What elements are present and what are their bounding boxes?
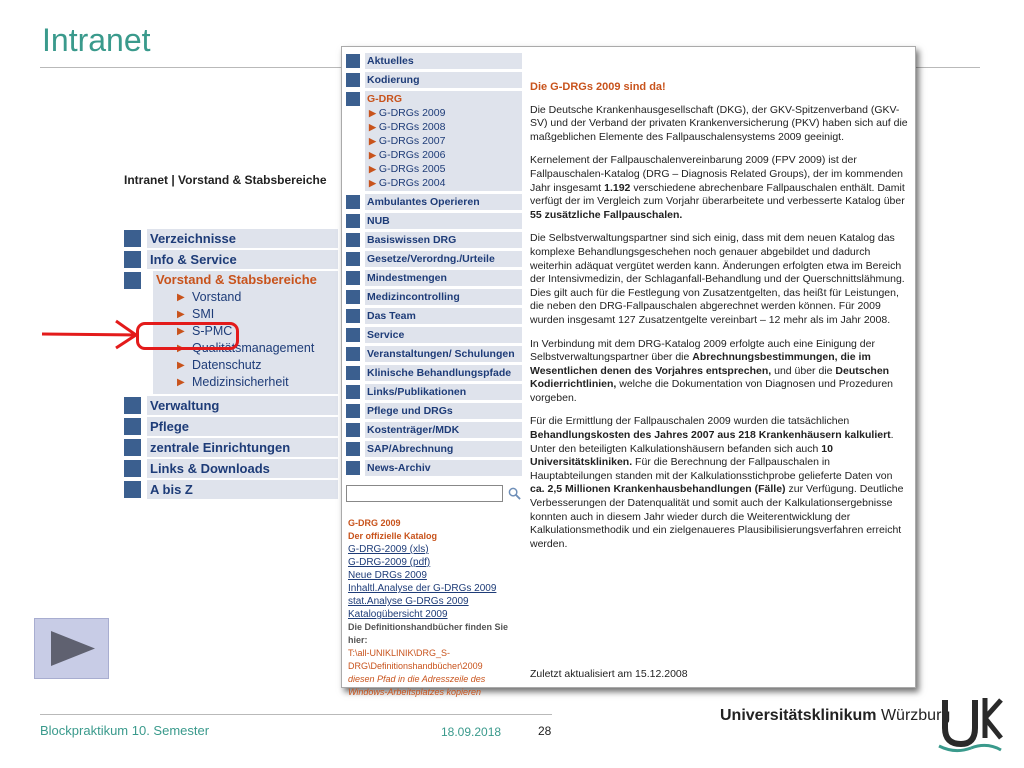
square-icon — [346, 423, 360, 437]
submenu-item-qualitaetsmanagement[interactable]: ▶ Qualitätsmanagement — [177, 341, 315, 355]
nav-item[interactable]: Veranstaltungen/ Schulungen — [346, 346, 522, 362]
link-gdrg-xls[interactable]: G-DRG-2009 (xls) — [348, 544, 429, 555]
link-inhaltl-analyse[interactable]: Inhaltl.Analyse der G-DRGs 2009 — [348, 583, 497, 594]
square-icon — [124, 481, 141, 498]
square-icon — [346, 404, 360, 418]
search-input[interactable] — [346, 485, 503, 502]
square-icon — [124, 397, 141, 414]
nav-item[interactable]: Gesetze/Verordng./Urteile — [346, 251, 522, 267]
menu-item-pflege[interactable]: Pflege — [124, 417, 338, 436]
article-paragraph-5: Für die Ermittlung der Fallpauschalen 2009 wurden die tatsächlichen Behandlungskosten des Jahres 2007 aus 218 Krankenhäusern kalkuliert. Unter den beteiligten Kalkulationshäusern befanden sich auch 10 Universitätskliniken. Für die Berechnung der Fallpauschalen in Hauptabteilungen standen mit der Kalkulationsstichprobe gelieferte Daten von ca. 2,5 Millionen Krankenhausbehandlungen (Fälle) zur Verfügung. Deutliche Verbesserungen der Datenqualität und somit auch der Kalkulationsergebnisse konnten auch in diesem Jahr wieder durch die Weiterentwicklung der Kalkulationsmethodik und ein zielgenaueres Plausibilisierungsverfahren erreicht werden. — [530, 415, 904, 550]
square-icon — [346, 233, 360, 247]
triangle-icon: ▶ — [369, 150, 376, 160]
nav-bottom-list — [346, 194, 522, 476]
triangle-icon: ▶ — [177, 360, 185, 371]
menu-item-a-bis-z[interactable]: A bis Z — [124, 480, 338, 499]
square-icon — [124, 439, 141, 456]
square-icon — [346, 366, 360, 380]
submenu-item-smi[interactable]: ▶ SMI — [177, 307, 215, 321]
article-paragraph-3: Die Selbstverwaltungspartner sind sich einig, dass mit dem neuen Katalog das komplexe Behandlungsgeschehen noch genauer abgebildet und dadurch weiterhin adäquat vergütet werden kann. Änderungen erfolgten etwa im Bereich der Intensivmedizin, der Schlaganfall-Behandlung und der Querschnittslähmung. Dies gilt auch für die Festlegung von Zusatzentgelten, das heißt für Leistungen, die neben den DRG-Fallpauschalen abgerechnet werden können. Für 2009 wurden insgesamt 127 Zusatzentgelte vereinbart – 12 mehr als im Jahr 2008. — [530, 232, 905, 326]
nav-item[interactable]: SAP/Abrechnung — [346, 441, 522, 457]
nav-item[interactable]: Ambulantes Operieren — [346, 194, 522, 210]
nav-item[interactable]: Mindestmengen — [346, 270, 522, 286]
search-icon[interactable] — [508, 487, 521, 500]
nav-item[interactable]: News-Archiv — [346, 460, 522, 476]
nav-group-gdrg — [346, 91, 522, 191]
square-icon — [346, 328, 360, 342]
handbook-instruction: diesen Pfad in die Adresszeile des Windows-Arbeitsplatzes kopieren — [348, 674, 486, 697]
triangle-icon: ▶ — [177, 377, 185, 388]
highlight-ring — [136, 322, 239, 350]
triangle-icon: ▶ — [369, 136, 376, 146]
square-icon — [346, 290, 360, 304]
triangle-icon: ▶ — [177, 326, 185, 337]
nav-item[interactable]: NUB — [346, 213, 522, 229]
link-kataloguebersicht[interactable]: Katalogübersicht 2009 — [348, 609, 448, 620]
nav-item[interactable]: Medizincontrolling — [346, 289, 522, 305]
menu-item-vorstand-stabsbereiche[interactable]: Vorstand & Stabsbereiche — [156, 272, 317, 287]
square-icon — [346, 347, 360, 361]
article-paragraph-2: Kernelement der Fallpauschalenvereinbarung 2009 (FPV 2009) ist der Fallpauschalen-Katalog (DRG – Diagnosis Related Groups), der im kommenden Jahr insgesamt 1.192 verschiedene abrechenbare Fallpauschalen enthält. Damit verfügt der im Vergleich zum Vorjahr überarbeitete und verbesserte Katalog über 55 zusätzliche Fallpauschalen. — [530, 154, 905, 221]
link-gdrg-pdf[interactable]: G-DRG-2009 (pdf) — [348, 557, 431, 568]
menu-item-verwaltung[interactable]: Verwaltung — [124, 396, 338, 415]
footer-divider — [40, 714, 552, 715]
triangle-icon: ▶ — [177, 343, 185, 354]
nav-item-kodierung[interactable]: Kodierung — [346, 72, 522, 88]
nav-item[interactable]: Klinische Behandlungspfade — [346, 365, 522, 381]
ukw-logo — [935, 694, 1005, 754]
handbook-path: T:\all-UNIKLINIK\DRG_S-DRG\Definitionshandbücher\2009 — [348, 648, 483, 671]
nav-item[interactable]: Kostenträger/MDK — [346, 422, 522, 438]
slide-title: Intranet — [42, 22, 151, 58]
nav-item-gdrg[interactable]: G-DRG — [367, 93, 402, 105]
nav-sub-gdrg-2004[interactable]: ▶ G-DRGs 2004 — [369, 177, 446, 189]
square-icon — [124, 251, 141, 268]
square-icon — [346, 214, 360, 228]
square-icon — [346, 385, 360, 399]
nav-sub-gdrg-2009[interactable]: ▶ G-DRGs 2009 — [369, 107, 446, 119]
menu-item-info-service[interactable]: Info & Service — [124, 250, 338, 269]
search-row — [346, 485, 521, 502]
article — [530, 81, 908, 561]
download-panel — [348, 517, 526, 699]
download-subheading: Der offizielle Katalog — [348, 531, 438, 541]
triangle-icon: ▶ — [177, 292, 185, 303]
square-icon — [346, 92, 360, 106]
embedded-screenshot — [341, 46, 916, 697]
menu-item-links-downloads[interactable]: Links & Downloads — [124, 459, 338, 478]
square-icon — [346, 309, 360, 323]
nav-item[interactable]: Service — [346, 327, 522, 343]
square-icon — [346, 252, 360, 266]
square-icon — [124, 272, 141, 289]
article-headline: Die G-DRGs 2009 sind da! — [530, 81, 666, 93]
triangle-icon: ▶ — [369, 178, 376, 188]
square-icon — [346, 271, 360, 285]
nav-sub-gdrg-2008[interactable]: ▶ G-DRGs 2008 — [369, 121, 446, 133]
intranet-menu — [124, 229, 338, 501]
play-icon — [35, 619, 108, 678]
nav-item[interactable]: Links/Publikationen — [346, 384, 522, 400]
square-icon — [124, 230, 141, 247]
article-paragraph-1: Die Deutsche Krankenhausgesellschaft (DKG), der GKV-Spitzenverband (GKV-SV) und der Verband der privaten Krankenversicherung (PKV) haben sich auf die maßgeblichen Elemente des Fallpauschalensystems 2009 geeinigt. — [530, 103, 908, 143]
submenu-item-medizinsicherheit[interactable]: ▶ Medizinsicherheit — [177, 375, 289, 389]
article-paragraph-4: In Verbindung mit dem DRG-Katalog 2009 erfolgte auch eine Einigung der Selbstverwaltungspartner über die Abrechnungsbestimmungen, die im Wesentlichen denen des Vorjahres entsprechen, und über die Deutschen Kodierrichtlinien, welche die Dokumentation von Diagnosen und Prozeduren vorgeben. — [530, 337, 894, 404]
footer-course: Blockpraktikum 10. Semester — [40, 723, 210, 738]
square-icon — [124, 418, 141, 435]
footer-date: 18.09.2018 — [441, 725, 502, 739]
submenu-item-vorstand[interactable]: ▶ Vorstand — [177, 290, 242, 304]
triangle-icon: ▶ — [369, 108, 376, 118]
link-neue-drgs[interactable]: Neue DRGs 2009 — [348, 570, 427, 581]
nav-item-aktuelles[interactable]: Aktuelles — [346, 53, 522, 69]
triangle-icon: ▶ — [177, 309, 185, 320]
menu-item-verzeichnisse[interactable]: Verzeichnisse — [124, 229, 338, 248]
nav-item[interactable]: Basiswissen DRG — [346, 232, 522, 248]
next-slide-button[interactable] — [34, 618, 109, 679]
nav-sub-gdrg-2005[interactable]: ▶ G-DRGs 2005 — [369, 163, 446, 175]
square-icon — [124, 460, 141, 477]
square-icon — [346, 461, 360, 475]
download-heading: G-DRG 2009 — [348, 518, 401, 528]
triangle-icon: ▶ — [369, 122, 376, 132]
square-icon — [346, 73, 360, 87]
red-arrow-icon — [40, 316, 140, 352]
screenshot-sidebar — [346, 53, 522, 479]
brand-name: Universitätsklinikum Würzburg — [720, 707, 951, 724]
page-number: 28 — [538, 724, 552, 738]
submenu-item-datenschutz[interactable]: ▶ Datenschutz — [177, 358, 262, 372]
submenu-item-s-pmc[interactable]: ▶ S-PMC — [177, 324, 233, 338]
nav-sub-gdrg-2007[interactable]: ▶ G-DRGs 2007 — [369, 135, 446, 147]
link-stat-analyse[interactable]: stat.Analyse G-DRGs 2009 — [348, 596, 469, 607]
nav-item[interactable]: Pflege und DRGs — [346, 403, 522, 419]
nav-item[interactable]: Das Team — [346, 308, 522, 324]
nav-sub-gdrg-2006[interactable]: ▶ G-DRGs 2006 — [369, 149, 446, 161]
square-icon — [346, 195, 360, 209]
menu-item-zentrale-einrichtungen[interactable]: zentrale Einrichtungen — [124, 438, 338, 457]
handbook-note: Die Definitionshandbücher finden Sie hier: — [348, 622, 509, 645]
square-icon — [346, 442, 360, 456]
triangle-icon: ▶ — [369, 164, 376, 174]
last-updated: Zuletzt aktualisiert am 15.12.2008 — [530, 668, 688, 680]
breadcrumb: Intranet | Vorstand & Stabsbereiche — [124, 173, 327, 187]
square-icon — [346, 54, 360, 68]
